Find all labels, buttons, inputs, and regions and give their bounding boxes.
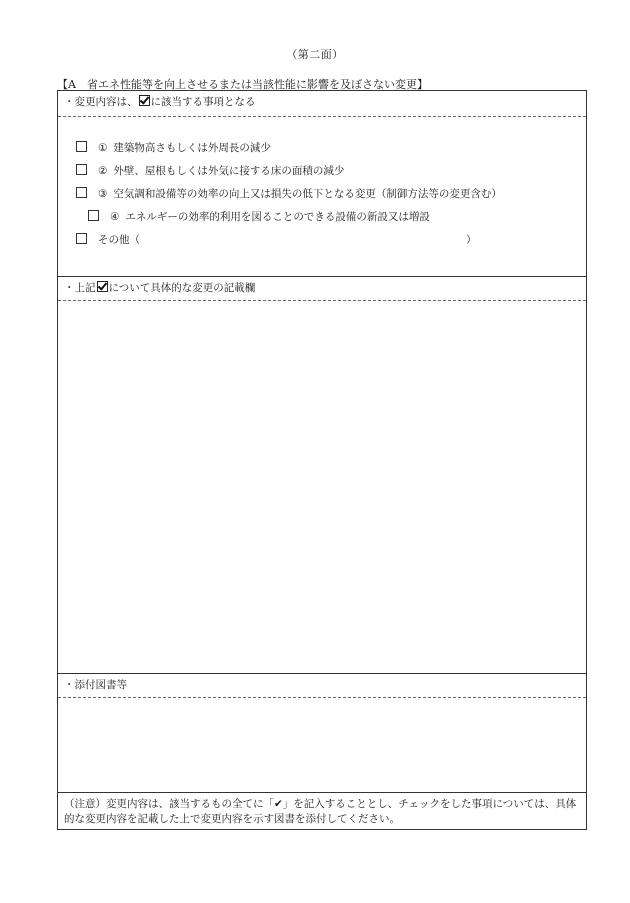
option-item-4 bbox=[76, 206, 502, 229]
option-text: 空気調和設備等の効率の向上又は損失の低下となる変更（制御方法等の変更含む） bbox=[113, 188, 502, 200]
change-options-list bbox=[76, 137, 502, 252]
option-number: ① bbox=[98, 142, 108, 154]
attachments-label-row bbox=[58, 674, 586, 698]
page-number: （第二面） bbox=[286, 48, 344, 61]
note-row bbox=[58, 793, 586, 831]
checked-box-icon bbox=[97, 281, 108, 292]
option-text: 建築物高さもしくは外周長の減少 bbox=[113, 142, 271, 154]
specific-change-label-row bbox=[58, 277, 586, 301]
other-open: その他（ bbox=[98, 234, 140, 246]
option-item-1 bbox=[76, 137, 502, 160]
section-heading: 【A 省エネ性能等を向上させるまたは当該性能に影響を及ぼさない変更】 bbox=[57, 78, 428, 91]
attachments-entry-area[interactable] bbox=[58, 698, 586, 793]
change-content-label-row bbox=[58, 91, 586, 117]
option-number: ② bbox=[98, 165, 108, 177]
option-checkbox-2[interactable] bbox=[76, 164, 87, 175]
option-number: ③ bbox=[98, 188, 108, 200]
attachments-label: ・添付図書等 bbox=[64, 679, 127, 691]
label-prefix: ・変更内容は、 bbox=[64, 96, 138, 108]
option-checkbox-3[interactable] bbox=[76, 187, 87, 198]
option-text: エネルギーの効率的利用を図ることのできる設備の新設又は増設 bbox=[125, 211, 430, 223]
specific-change-label bbox=[58, 277, 586, 299]
specific-change-entry-area[interactable] bbox=[58, 301, 586, 674]
option-item-3 bbox=[76, 183, 502, 206]
label-suffix: に該当する事項となる bbox=[150, 96, 256, 108]
label-suffix: について具体的な変更の記載欄 bbox=[108, 282, 256, 294]
change-options-area bbox=[58, 117, 586, 277]
option-item-other bbox=[76, 229, 502, 252]
option-text: 外壁、屋根もしくは外気に接する床の面積の減少 bbox=[113, 165, 345, 177]
change-form-table bbox=[57, 90, 587, 830]
option-checkbox-other[interactable] bbox=[76, 233, 87, 244]
option-checkbox-4[interactable] bbox=[88, 210, 99, 221]
checked-box-icon bbox=[139, 95, 150, 106]
option-number: ④ bbox=[110, 211, 120, 223]
change-content-label bbox=[58, 91, 586, 113]
label-prefix: ・上記 bbox=[64, 282, 96, 294]
option-item-2 bbox=[76, 160, 502, 183]
note-text: （注意）変更内容は、該当するもの全てに「✔」を記入することとし、チェックをした事項については、具体的な変更内容を記載した上で変更内容を示す図書を添付してください。 bbox=[64, 798, 577, 825]
option-checkbox-1[interactable] bbox=[76, 141, 87, 152]
other-close: ） bbox=[466, 234, 477, 246]
